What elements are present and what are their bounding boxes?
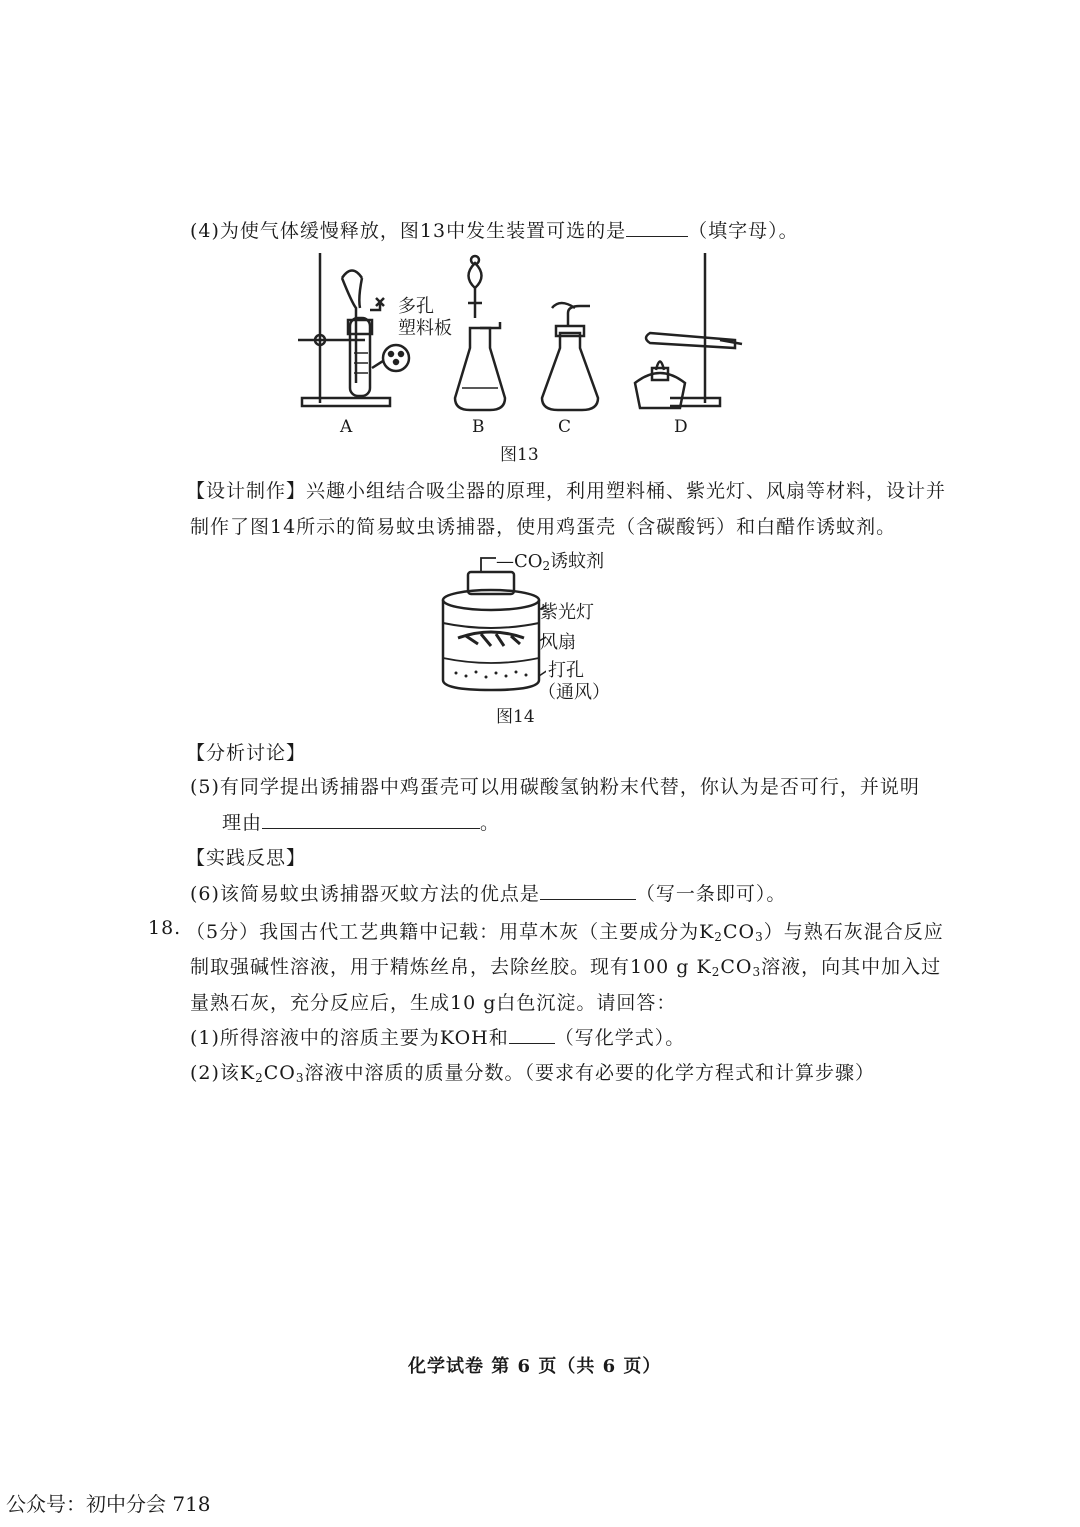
question-18-part-1: (1)所得溶液中的溶质主要为KOH和 （写化学式）。 bbox=[190, 1027, 686, 1049]
fig13-label-c: C bbox=[558, 417, 572, 437]
question-18-number: 18. bbox=[148, 917, 182, 939]
figure-13-caption: 图13 bbox=[500, 445, 539, 465]
label-uv-lamp: 紫光灯 bbox=[540, 602, 594, 623]
question-4: (4)为使气体缓慢释放，图13中发生装置可选的是 （填字母）。 bbox=[190, 220, 799, 242]
answer-blank-q18-1[interactable] bbox=[509, 1025, 555, 1044]
answer-blank-q6[interactable] bbox=[540, 881, 636, 900]
porous-plate-inset bbox=[383, 345, 409, 371]
fig13-label-b: B bbox=[472, 417, 485, 437]
question-18-part-2: (2)该$K_2CO_3$溶液中溶质的质量分数。（要求有必要的化学方程式和计算步骤） bbox=[190, 1062, 876, 1085]
figure-13-apparatus bbox=[290, 248, 770, 418]
question-18-line-2: 制取强碱性溶液，用于精炼丝帛，去除丝胶。现有100 g $K_2CO_3$溶液，向其中加入过 bbox=[190, 956, 942, 979]
apparatus-b-separatory-funnel bbox=[468, 263, 482, 318]
label-ventilation: （通风） bbox=[538, 682, 610, 703]
question-5-line-1: (5)有同学提出诱捕器中鸡蛋壳可以用碳酸氢钠粉末代替，你认为是否可行，并说明 bbox=[190, 776, 920, 798]
apparatus-a-funnel bbox=[342, 278, 362, 383]
watermark: 公众号：初中分会 718 bbox=[6, 1492, 211, 1516]
answer-blank-q4[interactable] bbox=[626, 218, 688, 237]
callout-porous-plate: 多孔 塑料板 bbox=[398, 296, 452, 339]
question-18-line-1: （5分）我国古代工艺典籍中记载：用草木灰（主要成分为$K_2CO_3$）与熟石灰混合反应 bbox=[186, 921, 944, 944]
design-line-1: 【设计制作】兴趣小组结合吸尘器的原理，利用塑料桶、紫光灯、风扇等材料，设计并 bbox=[186, 480, 947, 502]
fan-blades bbox=[458, 632, 524, 646]
question-18-line-3: 量熟石灰，充分反应后，生成10 g白色沉淀。请回答： bbox=[190, 992, 677, 1014]
label-fan: 风扇 bbox=[540, 632, 576, 653]
label-holes: 打孔 bbox=[548, 660, 584, 681]
apparatus-d-alcohol-lamp bbox=[635, 373, 685, 408]
answer-blank-q5[interactable] bbox=[262, 810, 480, 829]
design-line-2: 制作了图14所示的简易蚊虫诱捕器，使用鸡蛋壳（含碳酸钙）和白醋作诱蚊剂。 bbox=[190, 516, 897, 538]
apparatus-b-flask bbox=[455, 328, 505, 410]
analysis-heading: 【分析讨论】 bbox=[186, 742, 307, 764]
fig13-label-d: D bbox=[674, 417, 688, 437]
figure-14-caption: 图14 bbox=[496, 707, 535, 727]
fig13-label-a: A bbox=[340, 417, 353, 437]
question-5-line-2: 理由 。 bbox=[222, 812, 501, 834]
practice-heading: 【实践反思】 bbox=[186, 847, 307, 869]
apparatus-a-test-tube bbox=[350, 318, 370, 396]
apparatus-c-flask bbox=[542, 333, 598, 410]
page-footer: 化学试卷 第 6 页（共 6 页） bbox=[408, 1356, 662, 1377]
label-co2-lure: $—CO_2$诱蚊剂 bbox=[496, 551, 605, 573]
apparatus-a-stand-base bbox=[302, 398, 390, 406]
question-6: (6)该简易蚊虫诱捕器灭蚊方法的优点是 （写一条即可）。 bbox=[190, 883, 787, 905]
